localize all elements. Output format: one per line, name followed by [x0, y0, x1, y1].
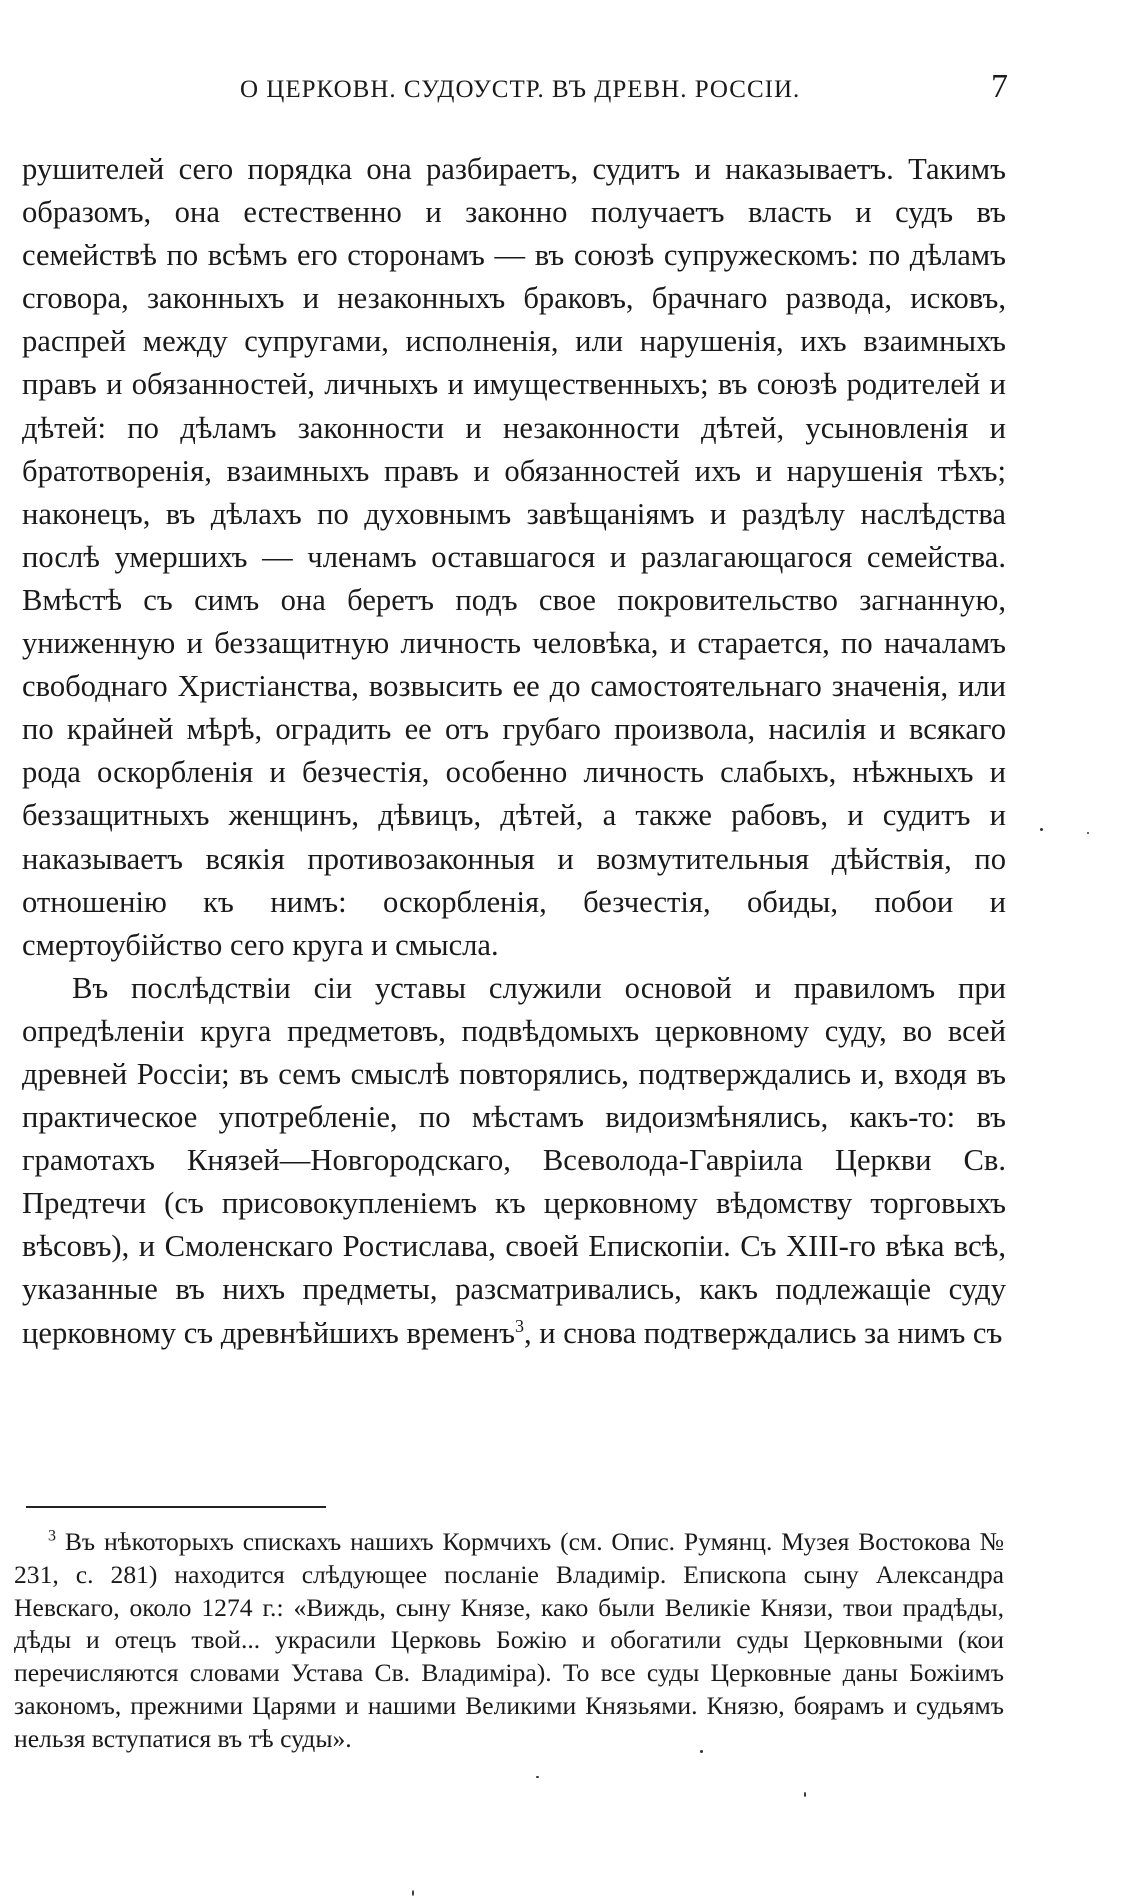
footnote — [14, 1526, 1004, 1756]
scan-speck — [1040, 828, 1043, 831]
paragraph-2 — [22, 967, 1006, 1355]
scan-speck — [536, 1776, 539, 1778]
main-text — [22, 148, 1006, 1355]
footnote-paragraph — [14, 1526, 1004, 1756]
footnote-marker: 3 — [48, 1527, 56, 1545]
paragraph-2-text: Въ послѣдствіи сіи уставы служили основой и правиломъ при опредѣленіи круга предметовъ, подвѣдомыхъ церковному суду, во всей древней Россіи; въ семъ смыслѣ повторялись, подтверждались и, входя въ практическое употребленіе, по мѣстамъ видоизмѣнялись, какъ-то: въ грамотахъ Князей—Новгородскаго, Всеволода-Гавріила Церкви Св. Предтечи (съ присовокупленіемъ къ церковному вѣдомству торговыхъ вѣсовъ), и Смоленскаго Ростислава, своей Епископіи. Съ XIII-го вѣка всѣ, указанные въ нихъ предметы, разсматривались, какъ подлежащіе суду церковному съ древнѣйшихъ временъ — [22, 970, 1006, 1350]
footnote-reference: 3 — [514, 1315, 524, 1336]
footnote-text: Въ нѣкоторыхъ спискахъ нашихъ Кормчихъ (см. Опис. Румянц. Музея Востокова № 231, с. 281) находится слѣдующее посланіе Владимір. Епископа сыну Александра Невскаго, около 1274 г.: «Виждь, сыну Князе, како были Великіе Князи, твои прадѣды, дѣды и отецъ твой... украсили Церковь Божію и обогатили суды Церковными (кои перечисляются словами Устава Св. Владиміра). То все суды Церковные даны Божіимъ закономъ, прежними Царями и нашими Великими Князьями. Князю, боярамъ и судьямъ нельзя вступатися въ тѣ суды». — [14, 1527, 1004, 1753]
page-number: 7 — [991, 68, 1008, 105]
paragraph-2-continuation: , и снова подтверждались за нимъ съ — [523, 1315, 1003, 1350]
scan-speck — [1087, 832, 1089, 834]
paragraph-1: рушителей сего порядка она разбираетъ, судитъ и наказываетъ. Такимъ образомъ, она естественно и законно получаетъ власть и судъ въ семействѣ по всѣмъ его сторонамъ — въ союзѣ супружескомъ: по дѣламъ сговора, законныхъ и незаконныхъ браковъ, брачнаго развода, исковъ, распрей между супругами, исполненія, или нарушенія, ихъ взаимныхъ правъ и обязанностей, личныхъ и имущественныхъ; въ союзѣ родителей и дѣтей: по дѣламъ законности и незаконности дѣтей, усыновленія и братотворенія, взаимныхъ правъ и обязанностей ихъ и нарушенія тѣхъ; наконецъ, въ дѣлахъ по духовнымъ завѣщаніямъ и раздѣлу наслѣдства послѣ умершихъ — членамъ оставшагося и разлагающагося семейства. Вмѣстѣ съ симъ она беретъ подъ свое покровительство загнанную, униженную и беззащитную личность человѣка, и старается, по началамъ свободнаго Христіанства, возвысить ее до самостоятельнаго значенія, или по крайней мѣрѣ, оградить ее отъ грубаго произвола, насилія и всякаго рода оскорбленія и безчестія, особенно личность слабыхъ, нѣжныхъ и беззащитныхъ женщинъ, дѣвицъ, дѣтей, а также рабовъ, и судитъ и наказываетъ всякія противозаконныя и возмутительныя дѣйствія, по отношенію къ нимъ: оскорбленія, безчестія, обиды, побои и смертоубійство сего круга и смысла. — [22, 152, 1006, 962]
running-title: О ЦЕРКОВН. СУДОУСТР. ВЪ ДРЕВН. РОССІИ. — [240, 76, 801, 103]
scan-speck — [412, 1890, 414, 1896]
scan-speck — [804, 1792, 806, 1797]
scan-speck — [700, 1750, 703, 1753]
running-head — [0, 68, 1140, 108]
footnote-divider — [26, 1506, 326, 1508]
